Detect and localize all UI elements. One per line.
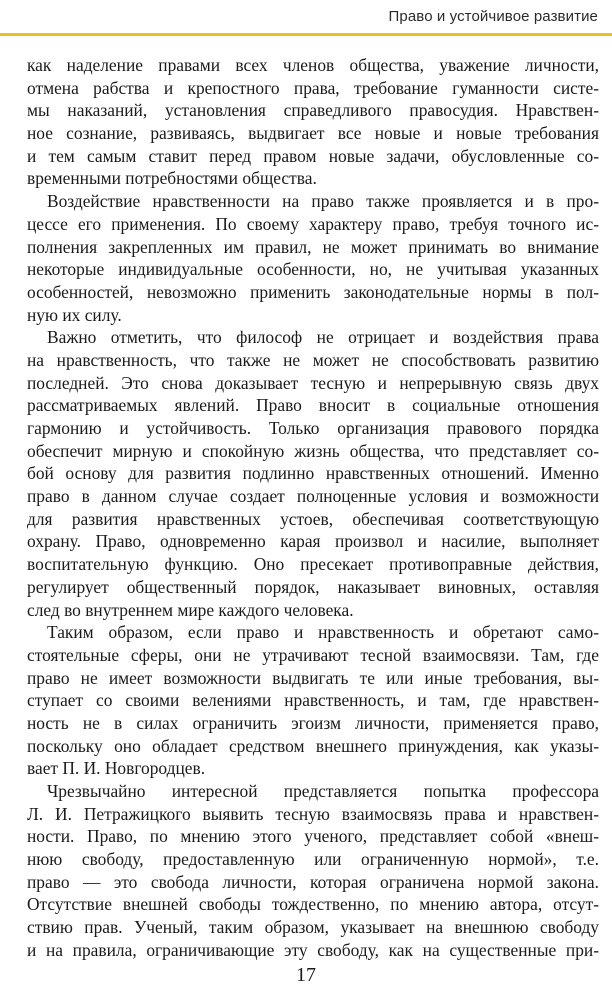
text-line: как наделение правами всех членов общества, уважение личности, xyxy=(27,55,599,75)
text-line: цессе его применения. По своему характеру право, требуя точного ис- xyxy=(27,213,599,234)
header-rule xyxy=(0,33,612,36)
body-text xyxy=(27,54,599,962)
paragraph-3 xyxy=(27,326,599,621)
text-line: ность не в силах ограничить эгоизм личности, применяется право, xyxy=(27,712,599,733)
text-line: ствию прав. Ученый, таким образом, указывает на внешнюю свободу xyxy=(27,917,599,938)
text-line: Воздействие нравственности на право также проявляется и в про- xyxy=(47,191,599,212)
text-line: мы наказаний, установления справедливого правосудия. Нравствен- xyxy=(27,100,599,121)
text-line: след во внутреннем мире каждого человека. xyxy=(27,599,354,620)
text-line: Отсутствие внешней свободы тождественно, по мнению автора, отсут- xyxy=(27,894,599,915)
text-line: и на правила, ограничивающие эту свободу, как на существенные при- xyxy=(27,939,599,960)
text-line: полнения закрепленных им правил, не может принимать во внимание xyxy=(27,236,599,257)
text-line: Чрезвычайно интересной представляется попытка профессора xyxy=(47,781,599,801)
text-line: поскольку оно обладает средством внешнего принуждения, как указы- xyxy=(27,735,599,756)
paragraph-5 xyxy=(27,780,599,962)
text-line: ную их силу. xyxy=(27,304,122,325)
text-line: охрану. Право, одновременно карая произвол и насилие, выполняет xyxy=(27,531,599,552)
text-line: право не имеет возможности выдвигать те или иные требования, вы- xyxy=(27,667,599,688)
running-header xyxy=(0,0,612,36)
text-line: ное сознание, развиваясь, выдвигает все новые и новые требования xyxy=(27,123,599,144)
text-line: стоятельные сферы, они не утрачивают тесной взаимосвязи. Там, где xyxy=(27,644,599,665)
text-line: право — это свобода личности, которая ограничена нормой закона. xyxy=(27,871,599,892)
paragraph-2 xyxy=(27,190,599,326)
text-line: некоторые индивидуальные особенности, но, не учитывая указанных xyxy=(27,259,599,280)
text-line: отмена рабства и крепостного права, требование гуманности систе- xyxy=(27,77,599,98)
text-line: обеспечит мирную и спокойную жизнь общества, что представляет со- xyxy=(27,440,599,461)
text-line: особенностей, невозможно применить законодательные нормы в пол- xyxy=(27,281,599,302)
text-line: временными потребностями общества. xyxy=(27,168,317,189)
text-line: вает П. И. Новгородцев. xyxy=(27,758,206,779)
text-line: для развития нравственных устоев, обеспечивая соответствующую xyxy=(27,508,599,529)
text-line: ности. Право, по мнению этого ученого, представляет собой «внеш- xyxy=(27,826,599,847)
running-header-title: Право и устойчивое развитие xyxy=(388,8,598,25)
text-line: воспитательную функцию. Оно пресекает противоправные действия, xyxy=(27,554,599,575)
text-line: и тем самым ставит перед правом новые задачи, обусловленные со- xyxy=(27,145,599,166)
paragraph-1 xyxy=(27,54,599,190)
text-line: регулирует общественный порядок, наказывает виновных, оставляя xyxy=(27,576,599,597)
text-line: Важно отметить, что философ не отрицает и воздействия права xyxy=(47,327,599,348)
text-line: Л. И. Петражицкого выявить тесную взаимосвязь права и нравствен- xyxy=(27,803,599,824)
paragraph-4 xyxy=(27,621,599,780)
text-line: последней. Это снова доказывает тесную и непрерывную связь двух xyxy=(27,372,599,393)
text-line: рассматриваемых явлений. Право вносит в социальные отношения xyxy=(27,395,599,416)
text-line: бой основу для развития подлинно нравственных отношений. Именно xyxy=(27,463,599,484)
text-line: на нравственность, что также не может не способствовать развитию xyxy=(27,349,599,370)
page-number: 17 xyxy=(296,964,316,986)
text-line: ступает со своими велениями нравственность, и там, где нравствен- xyxy=(27,690,599,711)
text-line: нюю свободу, предоставленную или ограниченную нормой», т.е. xyxy=(27,849,599,870)
text-line: Таким образом, если право и нравственность и обретают само- xyxy=(47,622,599,643)
text-line: гармонию и устойчивость. Только организация правового порядка xyxy=(27,418,599,438)
text-line: право в данном случае создает полноценные условия и возможности xyxy=(27,486,599,507)
